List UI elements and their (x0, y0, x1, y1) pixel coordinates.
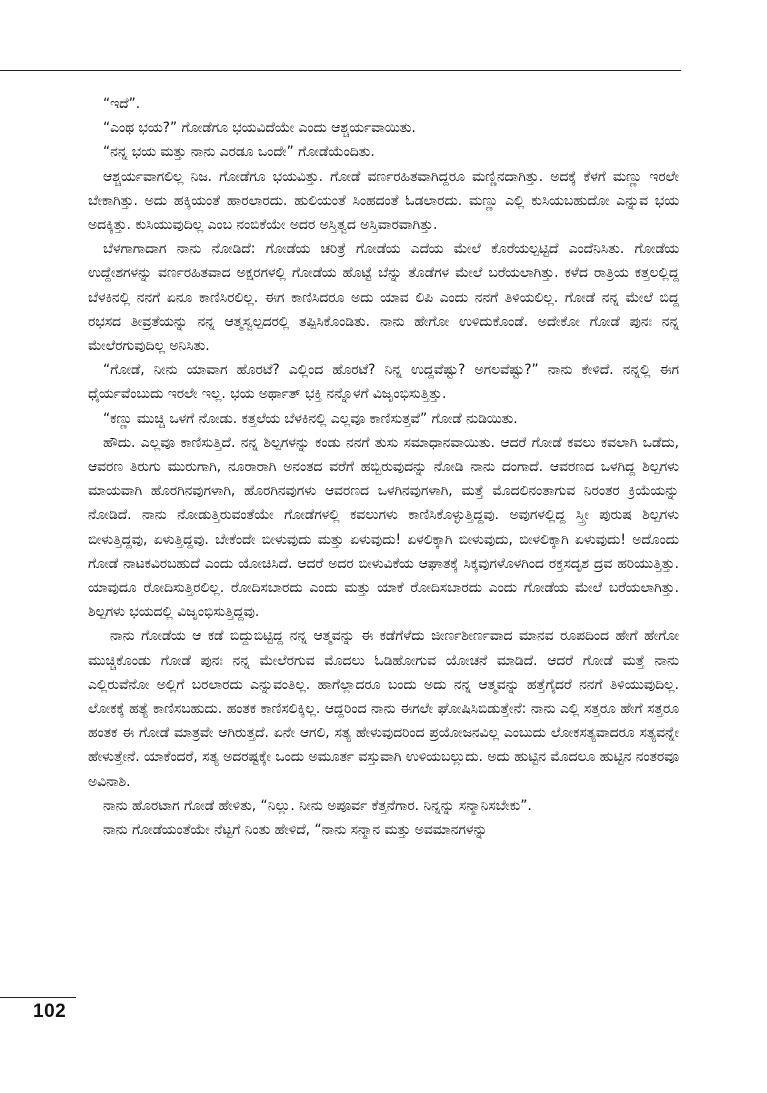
page-number: 102 (33, 1001, 67, 1022)
paragraph: “ಗೋಡೆ, ನೀನು ಯಾವಾಗ ಹೊರಟೆ? ಎಲ್ಲಿಂದ ಹೊರಟೆ? ನಿನ್ನ ಉದ್ದವೆಷ್ಟು? ಅಗಲವೆಷ್ಟು?” ನಾನು ಕೇಳಿದೆ. ನನ್ನಲ್ಲಿ ಈಗ ಧೈರ್ಯವೆಂಬುದು ಇರಲೇ ಇಲ್ಲ. ಭಯ ಅರ್ಥಾತ್ ಭಕ್ತಿ ನನ್ನೊಳಗೆ ವಿಜೃಂಭಿಸುತ್ತಿತ್ತು. (88, 362, 679, 403)
paragraph: ಬೆಳಗಾಗಾದಾಗ ನಾನು ನೋಡಿದೆ: ಗೋಡೆಯ ಚರಿತ್ರೆ ಗೋಡೆಯ ಎದೆಯ ಮೇಲೆ ಕೊರೆಯಲ್ಪಟ್ಟಿದೆ ಎಂದೆನಿಸಿತು. ಗೋಡೆಯ ಉದ್ದೇಶಗಳನ್ನು ವರ್ಣರಹಿತವಾದ ಅಕ್ಷರಗಳಲ್ಲಿ ಗೋಡೆಯ ಹೊಟ್ಟೆ ಬೆನ್ನು ತೊಡೆಗಳ ಮೇಲೆ ಬರೆಯಲಾಗಿತ್ತು. ಕಳೆದ ರಾತ್ರಿಯ ಕತ್ತಲಲ್ಲಿದ್ದ ಬೆಳಕಿನಲ್ಲಿ ನನಗೆ ಏನೂ ಕಾಣಿಸಿರಲಿಲ್ಲ. ಈಗ ಕಾಣಿಸಿದರೂ ಅದು ಯಾವ ಲಿಪಿ ಎಂದು ನನಗೆ ತಿಳಿಯಲಿಲ್ಲ. ಗೋಡೆ ನನ್ನ ಮೇಲೆ ಬಿದ್ದ ರಭಸದ ತೀವ್ರತೆಯನ್ನು ನನ್ನ ಆತ್ಮಸ್ವಲ್ಪದರಲ್ಲಿ ತಪ್ಪಿಸಿಕೊಂಡಿತು. ನಾನು ಹೇಗೋ ಉಳಿದುಕೊಂಡೆ. ಅದೇಕೋ ಗೋಡೆ ಪುನಃ ನನ್ನ ಮೇಲೆರಗುವುದಿಲ್ಲ ಅನಿಸಿತು. (88, 241, 679, 355)
paragraph: ನಾನು ಹೊರಟಾಗ ಗೋಡೆ ಹೇಳಿತು, “ನಿಲ್ಲು. ನೀನು ಅಪೂರ್ವ ಕೆತ್ತನೆಗಾರ. ನಿನ್ನನ್ನು ಸನ್ಮಾನಿಸಬೇಕು”. (103, 797, 532, 814)
body-text (88, 92, 679, 842)
paragraph: “ಇದೆ”. (103, 96, 141, 112)
paragraph: “ಕಣ್ಣು ಮುಚ್ಚಿ ಒಳಗೆ ನೋಡು. ಕತ್ತಲೆಯ ಬೆಳಕಿನಲ್ಲಿ ಎಲ್ಲವೂ ಕಾಣಿಸುತ್ತವೆ” ಗೋಡೆ ನುಡಿಯಿತು. (103, 410, 518, 427)
paragraph: ನಾನು ಗೋಡೆಯಂತೆಯೇ ನೆಟ್ಟಗೆ ನಿಂತು ಹೇಳಿದೆ, “ನಾನು ಸನ್ಮಾನ ಮತ್ತು ಅವಮಾನಗಳನ್ನು (103, 822, 488, 839)
paragraph: “ಎಂಥ ಭಯ?” ಗೋಡೆಗೂ ಭಯವಿದೆಯೇ ಎಂದು ಆಶ್ಚರ್ಯವಾಯಿತು. (103, 120, 416, 137)
header-rule (0, 70, 681, 71)
paragraph: ಹೌದು. ಎಲ್ಲವೂ ಕಾಣಿಸುತ್ತಿದೆ. ನನ್ನ ಶಿಲ್ಪಗಳನ್ನು ಕಂಡು ನನಗೆ ತುಸು ಸಮಾಧಾನವಾಯಿತು. ಆದರೆ ಗೋಡೆ ಕವಲು ಕವಲಾಗಿ ಒಡೆದು, ಆವರಣ ತಿರುಗು ಮುರುಗಾಗಿ, ನೂರಾರಾಗಿ ಅನಂತದ ವರೆಗೆ ಹಬ್ಬಿರುವುದನ್ನು ನೋಡಿ ನಾನು ದಂಗಾದೆ. ಆವರಣದ ಒಳಗಿದ್ದ ಶಿಲ್ಪಗಳು ಮಾಯವಾಗಿ ಹೊರಗಿನವುಗಳಾಗಿ, ಹೊರಗಿನವುಗಳು ಆವರಣದ ಒಳಗಿನವುಗಳಾಗಿ, ಮತ್ತೆ ಮೊದಲಿನಂತಾಗುವ ನಿರಂತರ ಕ್ರಿಯೆಯನ್ನು ನೋಡಿದೆ. ನಾನು ನೋಡುತ್ತಿರುವಂತೆಯೇ ಗೋಡೆಗಳಲ್ಲಿ ಕವಲುಗಳು ಕಾಣಿಸಿಕೊಳ್ಳುತ್ತಿದ್ದವು. ಅವುಗಳಲ್ಲಿದ್ದ ಸ್ತ್ರೀ ಪುರುಷ ಶಿಲ್ಪಗಳು ಬೀಳುತ್ತಿದ್ದವು, ಏಳುತ್ತಿದ್ದವು. ಬೇಕೆಂದೇ ಬೀಳುವುದು ಮತ್ತು ಏಳುವುದು! ಏಳಲಿಕ್ಕಾಗಿ ಬೀಳುವುದು, ಬೀಳಲಿಕ್ಕಾಗಿ ಏಳುವುದು! ಅದೊಂದು ಗೋಡೆ ನಾಟಕವಿರಬಹುದೆ ಎಂದು ಯೋಚಿಸಿದೆ. ಆದರೆ ಅದರ ಬೀಳುವಿಕೆಯ ಆಘಾತಕ್ಕೆ ಸಿಕ್ಕವುಗಳೊಳಗಿಂದ ರಕ್ತಸದೃಶ ದ್ರವ ಹರಿಯುತ್ತಿತ್ತು. ಯಾವುದೂ ರೋದಿಸುತ್ತಿರಲಿಲ್ಲ. ರೋದಿಸಬಾರದು ಎಂದು ಮತ್ತು ಯಾಕೆ ರೋದಿಸಬಾರದು ಎಂದು ಗೋಡೆಯ ಮೇಲೆ ಬರೆಯಲಾಗಿತ್ತು. ಶಿಲ್ಪಗಳು ಭಯದಲ್ಲಿ ವಿಜೃಂಭಿಸುತ್ತಿದ್ದವು. (88, 434, 679, 621)
page-number-rule (0, 997, 76, 998)
paragraph: ಆಶ್ಚರ್ಯವಾಗಲಿಲ್ಲ ನಿಜ. ಗೋಡೆಗೂ ಭಯವಿತ್ತು. ಗೋಡೆ ವರ್ಣರಹಿತವಾಗಿದ್ದರೂ ಮಣ್ಣಿನದಾಗಿತ್ತು. ಅದಕ್ಕೆ ಕೆಳಗೆ ಮಣ್ಣು ಇರಲೇ ಬೇಕಾಗಿತ್ತು. ಅದು ಹಕ್ಕಿಯಂತೆ ಹಾರಲಾರದು. ಹುಲಿಯಂತೆ ಸಿಂಹದಂತೆ ಓಡಲಾರದು. ಮಣ್ಣು ಎಲ್ಲಿ ಕುಸಿಯಬಹುದೋ ಎನ್ನುವ ಭಯ ಅದಕ್ಕಿತ್ತು. ಕುಸಿಯುವುದಿಲ್ಲ ಎಂಬ ನಂಬಿಕೆಯೇ ಅದರ ಅಸ್ತಿತ್ವದ ಅಸ್ತಿವಾರವಾಗಿತ್ತು. (88, 168, 679, 234)
paragraph: ನಾನು ಗೋಡೆಯ ಆ ಕಡೆ ಬಿದ್ದುಬಿಟ್ಟಿದ್ದ ನನ್ನ ಆತ್ಮವನ್ನು ಈ ಕಡೆಗೆಳೆದು ಜೀರ್ಣಶೀರ್ಣವಾದ ಮಾನವ ರೂಪದಿಂದ ಹೇಗೆ ಹೇಗೋ ಮುಚ್ಚಿಕೊಂಡು ಗೋಡೆ ಪುನಃ ನನ್ನ ಮೇಲೆರಗುವ ಮೊದಲು ಓಡಿಹೋಗುವ ಯೋಚನೆ ಮಾಡಿದೆ. ಆದರೆ ಗೋಡೆ ಮತ್ತೆ ನಾನು ಎಲ್ಲಿರುವೆನೋ ಅಲ್ಲಿಗೆ ಬರಲಾರದು ಎನ್ನುವಂತಿಲ್ಲ. ಹಾಗೆಲ್ಲಾದರೂ ಬಂದು ಅದು ನನ್ನ ಆತ್ಮವನ್ನು ಹತ್ತೆಗೈದರೆ ನನಗೆ ತಿಳಿಯುವುದಿಲ್ಲ. ಲೋಕಕ್ಕೆ ಹತ್ಯೆ ಕಾಣಿಸಬಹುದು. ಹಂತಕ ಕಾಣಿಸಲಿಕ್ಕಿಲ್ಲ. ಆದ್ದರಿಂದ ನಾನು ಈಗಲೇ ಘೋಷಿಸಿಬಿಡುತ್ತೇನೆ: ನಾನು ಎಲ್ಲಿ ಸತ್ತರೂ ಹೇಗೆ ಸತ್ತರೂ ಹಂತಕ ಈ ಗೋಡೆ ಮಾತ್ರವೇ ಆಗಿರುತ್ತದೆ. ಏನೇ ಆಗಲಿ, ಸತ್ಯ ಹೇಳುವುದರಿಂದ ಪ್ರಯೋಜನವಿಲ್ಲ ಎಂಬುದು ಲೋಕಸತ್ಯವಾದರೂ ಸತ್ಯವನ್ನೇ ಹೇಳುತ್ತೇನೆ. ಯಾಕೆಂದರೆ, ಸತ್ಯ ಅದರಷ್ಟಕ್ಕೇ ಒಂದು ಅಮೂರ್ತ ವಸ್ತುವಾಗಿ ಉಳಿಯಬಲ್ಲುದು. ಅದು ಹುಟ್ಟಿನ ಮೊದಲೂ ಹುಟ್ಟಿನ ನಂತರವೂ ಅವಿನಾಶಿ. (88, 628, 679, 790)
paragraph: “ನನ್ನ ಭಯ ಮತ್ತು ನಾನು ಎರಡೂ ಒಂದೇ” ಗೋಡೆಯೆಂದಿತು. (103, 144, 375, 161)
